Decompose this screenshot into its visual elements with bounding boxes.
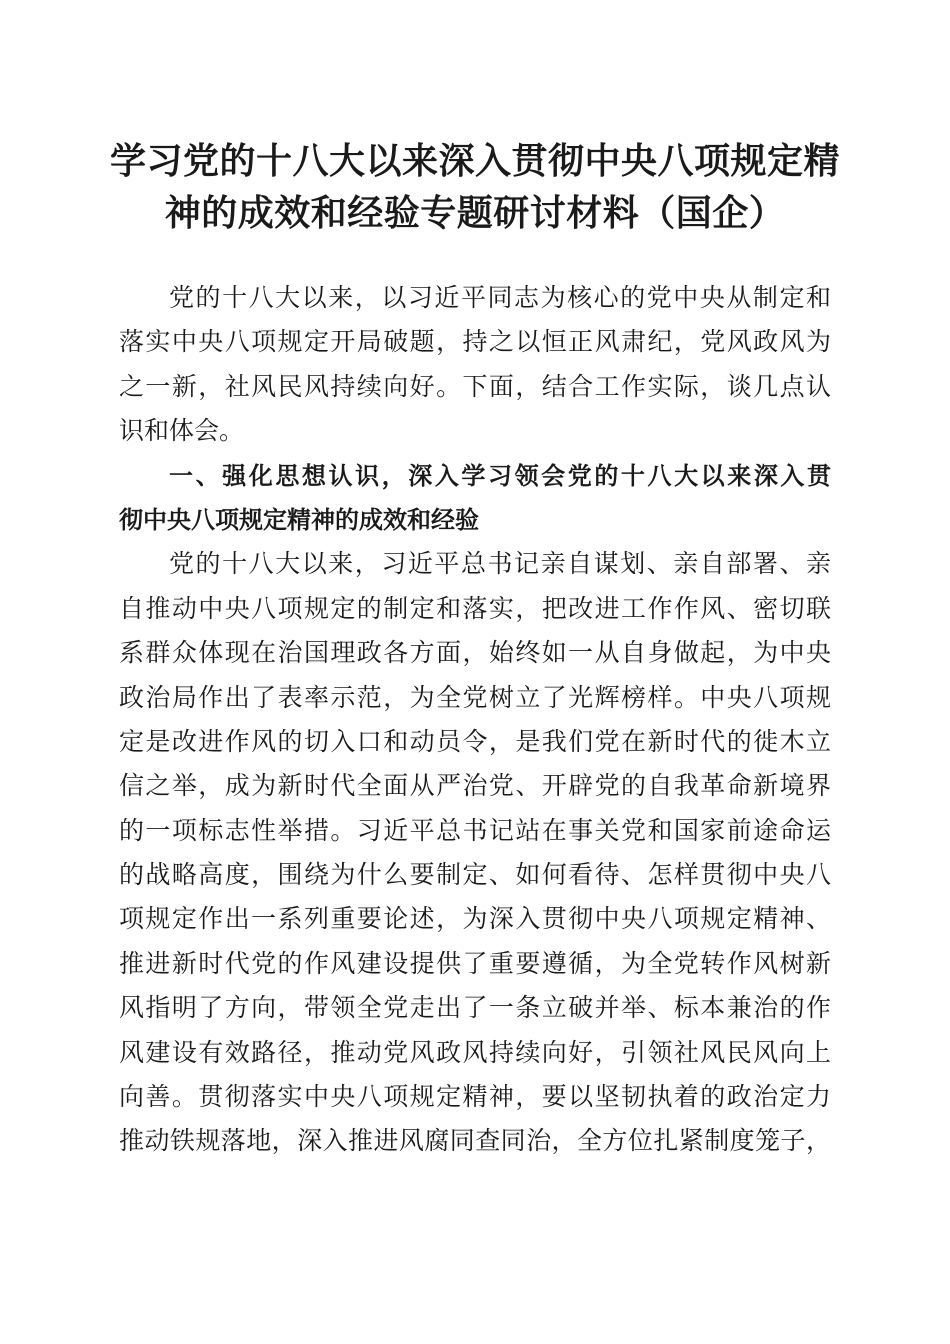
heading-line: 一、强化思想认识，深入学习领会党的十八大以来深入贯 bbox=[169, 461, 831, 490]
text-line: 风指明了方向，带领全党走出了一条立破并举、标本兼治的作 bbox=[119, 993, 831, 1023]
paragraph-intro bbox=[119, 276, 831, 454]
text-line: 党的十八大以来，以习近平同志为核心的党中央从制定和 bbox=[169, 283, 831, 312]
text-line: 推进新时代党的作风建设提供了重要遵循，为全党转作风树新 bbox=[119, 948, 831, 978]
text-line: 落实中央八项规定开局破题，持之以恒正风肃纪，党风政风为 bbox=[119, 327, 831, 357]
document-title bbox=[100, 136, 850, 240]
text-line: 的战略高度，围绕为什么要制定、如何看待、怎样贯彻中央八 bbox=[119, 860, 831, 890]
document-body bbox=[119, 276, 831, 1164]
title-line: 神的成效和经验专题研讨材料（国企） bbox=[164, 193, 786, 234]
text-line: 项规定作出一系列重要论述，为深入贯彻中央八项规定精神、 bbox=[119, 904, 831, 934]
text-line: 系群众体现在治国理政各方面，始终如一从自身做起，为中央 bbox=[119, 638, 831, 668]
text-line: 向善。贯彻落实中央八项规定精神，要以坚韧执着的政治定力 bbox=[119, 1082, 831, 1112]
text-line: 风建设有效路径，推动党风政风持续向好，引领社风民风向上 bbox=[119, 1037, 831, 1067]
text-line: 党的十八大以来，习近平总书记亲自谋划、亲自部署、亲 bbox=[169, 549, 831, 579]
text-line: 识和体会。 bbox=[119, 416, 245, 446]
text-line: 定是改进作风的切入口和动员令，是我们党在新时代的徙木立 bbox=[119, 726, 831, 756]
text-line: 自推动中央八项规定的制定和落实，把改进工作作风、密切联 bbox=[119, 593, 831, 623]
text-line: 推动铁规落地，深入推进风腐同查同治，全方位扎紧制度笼子， bbox=[119, 1126, 831, 1156]
heading-line: 彻中央八项规定精神的成效和经验 bbox=[119, 505, 479, 534]
text-line: 之一新，社风民风持续向好。下面，结合工作实际，谈几点认 bbox=[119, 371, 831, 401]
text-line: 信之举，成为新时代全面从严治党、开辟党的自我革命新境界 bbox=[119, 771, 831, 801]
text-line: 政治局作出了表率示范，为全党树立了光辉榜样。中央八项规 bbox=[119, 682, 831, 712]
paragraph-section-1 bbox=[119, 542, 831, 1163]
title-line: 学习党的十八大以来深入贯彻中央八项规定精 bbox=[109, 141, 840, 182]
section-heading-1 bbox=[119, 454, 831, 543]
text-line: 的一项标志性举措。习近平总书记站在事关党和国家前途命运 bbox=[119, 815, 831, 845]
